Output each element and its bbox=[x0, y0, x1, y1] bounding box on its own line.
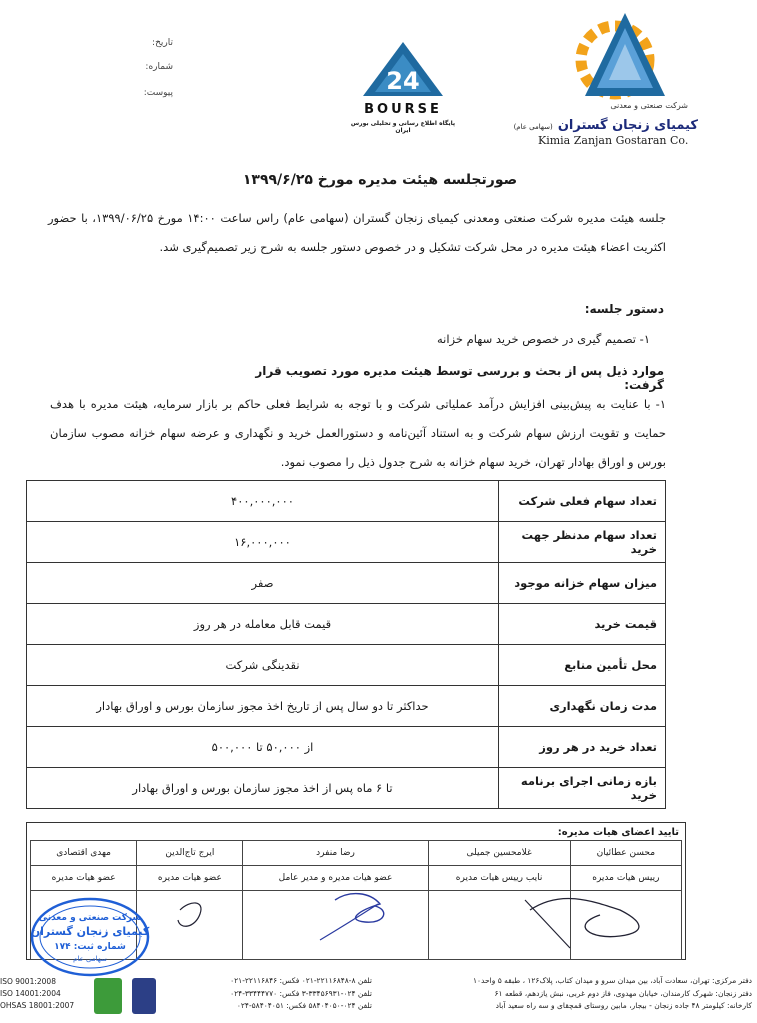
row-value: حداکثر تا دو سال پس از تاریخ اخذ مجوز سازمان بورس و اوراق بهادار bbox=[27, 686, 499, 727]
row-value: ۴۰۰,۰۰۰,۰۰۰ bbox=[27, 481, 499, 522]
row-value: تا ۶ ماه پس از اخذ مجوز سازمان بورس و اوراق بهادار bbox=[27, 768, 499, 809]
iso-line: ISO 9001:2008 bbox=[0, 977, 56, 986]
footer-addresses bbox=[380, 975, 752, 1013]
footer-phone-line: تلفن ۰۲۴-۵۸۴۰۴۰۵۰ فکس: ۵۸۴۰۴۰۵۱-۰۲۴ bbox=[236, 1001, 372, 1010]
stamp-line-1: شرکت صنعتی و معدنی bbox=[38, 913, 142, 923]
attachment-label: پیوست: bbox=[143, 88, 173, 98]
table-row bbox=[27, 645, 666, 686]
signature-names-row bbox=[31, 841, 682, 866]
footer-address-line: کارخانه: کیلومتر ۴۸ جاده زنجان - بیجار، مابین روستای قمچقای و سه راه سعید آباد bbox=[495, 1001, 752, 1010]
footer-address-line: دفتر مرکزی: تهران، سعادت آباد، بین میدان سرو و میدان کتاب، پلاک۱۲۶ ، طبقه ۵ واحد۱۰ bbox=[472, 976, 752, 985]
bourse-subtitle: پایگاه اطلاع رسانی و تحلیلی بورس ایران bbox=[350, 120, 456, 134]
stamp-line-4: سهامی عام bbox=[73, 955, 107, 963]
member-role: رییس هیات مدیره bbox=[570, 866, 681, 891]
table-row bbox=[27, 563, 666, 604]
agenda-item: ۱- تصمیم گیری در خصوص خرید سهام خزانه bbox=[436, 332, 650, 346]
member-name: غلامحسین جمیلی bbox=[428, 841, 570, 866]
table-row bbox=[27, 727, 666, 768]
member-name: محسن عطائیان bbox=[570, 841, 681, 866]
table-row bbox=[27, 604, 666, 645]
row-label: مدت زمان نگهداری bbox=[499, 686, 666, 727]
document-title: صورتجلسه هیئت مدیره مورخ ۱۳۹۹/۶/۲۵ bbox=[242, 172, 518, 188]
company-stamp bbox=[28, 895, 153, 980]
member-role: عضو هیات مدیره bbox=[31, 866, 137, 891]
table-row bbox=[27, 481, 666, 522]
gear-triangle-icon bbox=[570, 8, 680, 103]
number-label: شماره: bbox=[145, 62, 173, 72]
row-label: بازه زمانی اجرای برنامه خرید bbox=[499, 768, 666, 809]
row-value: قیمت قابل معامله در هر روز bbox=[27, 604, 499, 645]
row-label: قیمت خرید bbox=[499, 604, 666, 645]
company-name-en: Kimia Zanjan Gostaran Co. bbox=[538, 134, 689, 147]
member-name: رضا منفرد bbox=[243, 841, 428, 866]
agenda-heading: دستور جلسه: bbox=[584, 302, 664, 316]
stamp-line-3: شماره ثبت: ۱۷۴ bbox=[54, 942, 126, 952]
date-label: تاریخ: bbox=[152, 38, 173, 48]
handwritten-signatures bbox=[150, 870, 670, 960]
footer-phone-line: تلفن ۰۲۴-۳۳۴۵۶۹۳۱-۳ فکس: ۳۳۴۴۴۷۷۰-۰۲۴ bbox=[230, 988, 372, 998]
certification-badge bbox=[94, 978, 122, 1014]
table-row bbox=[27, 686, 666, 727]
treasury-shares-table bbox=[26, 480, 666, 809]
iso-line: OHSAS 18001:2007 bbox=[0, 1001, 75, 1010]
row-value: از ۵۰,۰۰۰ تا ۵۰۰,۰۰۰ bbox=[27, 727, 499, 768]
bourse-triangle-icon bbox=[343, 40, 463, 98]
bourse-wordmark: BOURSE bbox=[364, 102, 442, 117]
member-role: عضو هیات مدیره و مدیر عامل bbox=[243, 866, 428, 891]
footer-phone-line: تلفن ۸-۲۲۱۱۶۸۴۸-۰۲۱ فکس: ۲۲۱۱۶۸۴۶-۰۲۱ bbox=[230, 976, 372, 985]
company-type: (سهامی عام) bbox=[513, 123, 553, 131]
row-label: میزان سهام خزانه موجود bbox=[499, 563, 666, 604]
company-name-small: شرکت صنعتی و معدنی bbox=[610, 101, 688, 110]
intro-paragraph: جلسه هیئت مدیره شرکت صنعتی ومعدنی کیمیای زنجان گستران (سهامی عام) راس ساعت ۱۴:۰۰ مورخ ۱۳۹۹/۰۶/۲۵، با حضور اکثریت اعضاء هیئت مدیره در محل شرکت تشکیل و در خصوص دستور جلسه به شرح زیر تصمیم‌گیری شد. bbox=[48, 211, 666, 254]
footer-phones bbox=[162, 975, 372, 1013]
member-role: عضو هیات مدیره bbox=[137, 866, 243, 891]
member-role: نایب رییس هیات مدیره bbox=[428, 866, 570, 891]
member-name: ایرج تاج‌الدین bbox=[137, 841, 243, 866]
table-row bbox=[27, 768, 666, 809]
row-label: تعداد سهام مدنظر جهت خرید bbox=[499, 522, 666, 563]
company-name-main: کیمیای زنجان گستران bbox=[557, 118, 698, 133]
row-label: تعداد سهام فعلی شرکت bbox=[499, 481, 666, 522]
decision-heading: موارد ذیل پس از بحث و بررسی توسط هیئت مدیره مورد تصویب قرار گرفت: bbox=[255, 364, 664, 392]
bourse-logo bbox=[343, 40, 463, 134]
svg-text:24: 24 bbox=[386, 67, 420, 95]
certification-badge bbox=[132, 978, 156, 1014]
member-name: مهدی اقتصادی bbox=[31, 841, 137, 866]
footer-address-line: دفتر زنجان: شهرک کارمندان، خیابان مهدوی، فاز دوم غربی، نبش یازدهم، قطعه ۶۱ bbox=[494, 988, 752, 998]
company-logo bbox=[513, 8, 710, 148]
iso-list bbox=[0, 976, 90, 1012]
row-label: محل تأمین منابع bbox=[499, 645, 666, 686]
stamp-line-2: کیمیای زنجان گستران bbox=[30, 925, 150, 938]
row-value: نقدینگی شرکت bbox=[27, 645, 499, 686]
table-row bbox=[27, 522, 666, 563]
iso-line: ISO 14001:2004 bbox=[0, 989, 61, 998]
row-value: صفر bbox=[27, 563, 499, 604]
row-label: تعداد خرید در هر روز bbox=[499, 727, 666, 768]
row-value: ۱۶,۰۰۰,۰۰۰ bbox=[27, 522, 499, 563]
signatures-title: تایید اعضای هیات مدیره: bbox=[557, 827, 679, 838]
decision-paragraph: ۱- با عنایت به پیش‌بینی افزایش درآمد عملیاتی شرکت و با توجه به شرایط فعلی حاکم بر بازار سرمایه، هیئت مدیره با هدف حمایت و تقویت ارزش سهام شرکت و به استناد آئین‌نامه و دستورالعمل خرید و نگهداری و عرضه سهام خزانه مصوب سازمان بورس و اوراق بهادار تهران، خرید سهام خزانه به شرح جدول ذیل را مصوب نمود. bbox=[50, 397, 666, 469]
